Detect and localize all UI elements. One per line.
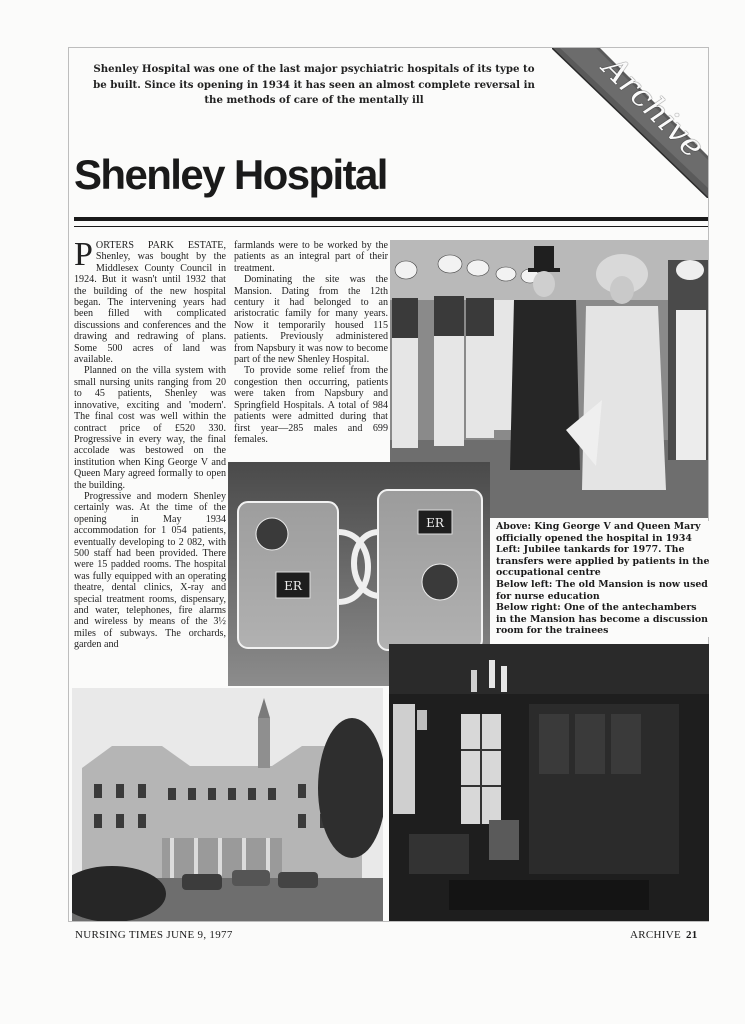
tankard-crest-left: ER [284, 579, 302, 593]
article-paragraph: farmlands were to be worked by the patients as an integral part of their treatment. [234, 240, 388, 274]
photo-captions [492, 521, 710, 637]
archive-banner-label: Archive [595, 48, 713, 166]
page-title: Shenley Hospital [74, 151, 387, 198]
tankard-crest-right: ER [426, 516, 444, 530]
article-column-2 [234, 240, 388, 445]
title-rule-thick [74, 217, 708, 221]
caption-below-left: Below left: The old Mansion is now used for nurse education [496, 578, 708, 602]
article-paragraph: To provide some relief from the congestion then occurring, patients were taken from Napsbury and Springfield Hospitals. A total of 984 patients were admitted during that first year—285 males and 699 females. [234, 365, 388, 445]
mansion-exterior-photo [72, 688, 383, 921]
article-paragraph: Dominating the site was the Mansion. Dating from the 12th century it had belonged to an aristocratic family for many years. Now it temporarily housed 115 patients. Previously administered from Napsbury it was now to become part of the new Shenley Hospital. [234, 274, 388, 366]
article-paragraph: PORTERS PARK ESTATE, Shenley, was bought by the Middlesex County Council in 1924. But it wasn't until 1932 that the building of the new hospital began. The intervening years had been filled with complicated discussions and conferences and the drawing and redrawing of plans. Some 500 acres of land was available. [74, 236, 226, 366]
footer-section-label: ARCHIVE [630, 929, 681, 941]
footer-section [630, 929, 698, 941]
title-rule-thin [74, 226, 708, 227]
caption-below-right: Below right: One of the antechambers in the Mansion has become a discussion room for the trainees [496, 602, 708, 637]
article-column-1 [74, 236, 226, 651]
page-number: 21 [686, 929, 698, 941]
footer-publication: NURSING TIMES JUNE 9, 1977 [75, 929, 233, 941]
article-paragraph: Progressive and modern Shenley certainly was. At the time of the opening in May 1934 accommodation for 1 054 patients, eventually developing to 2 082, with 500 staff had been provided. There were 15 padded rooms. The hospital was fully equipped with an operating theatre, dental clinics, X-ray and special treatment rooms, dispensary, and water, telephones, fire alarms and wireless by means of the 3½ miles of subways. The orchards, garden and [74, 490, 226, 651]
caption-above: Above: King George V and Queen Mary officially opened the hospital in 1934 [496, 521, 701, 544]
article-paragraph: Planned on the villa system with small nursing units ranging from 20 to 45 patients, Shenley was innovative, exciting and 'modern'. The final cost was well within the contract price of £520 330. Progressive in every way, the final accolade was bestowed on the institution when King George V and Queen Mary agreed formally to open the building. [74, 365, 226, 491]
antechamber-interior-photo [389, 644, 709, 921]
drop-cap: P [74, 236, 93, 273]
intro-standfirst: Shenley Hospital was one of the last major psychiatric hospitals of its type to be built. Since its opening in 1934 it has seen an almost complete reversal in the methods of care of the mentally ill [93, 63, 535, 106]
caption-left: Left: Jubilee tankards for 1977. The transfers were applied by patients in the occupational centre [496, 544, 710, 579]
